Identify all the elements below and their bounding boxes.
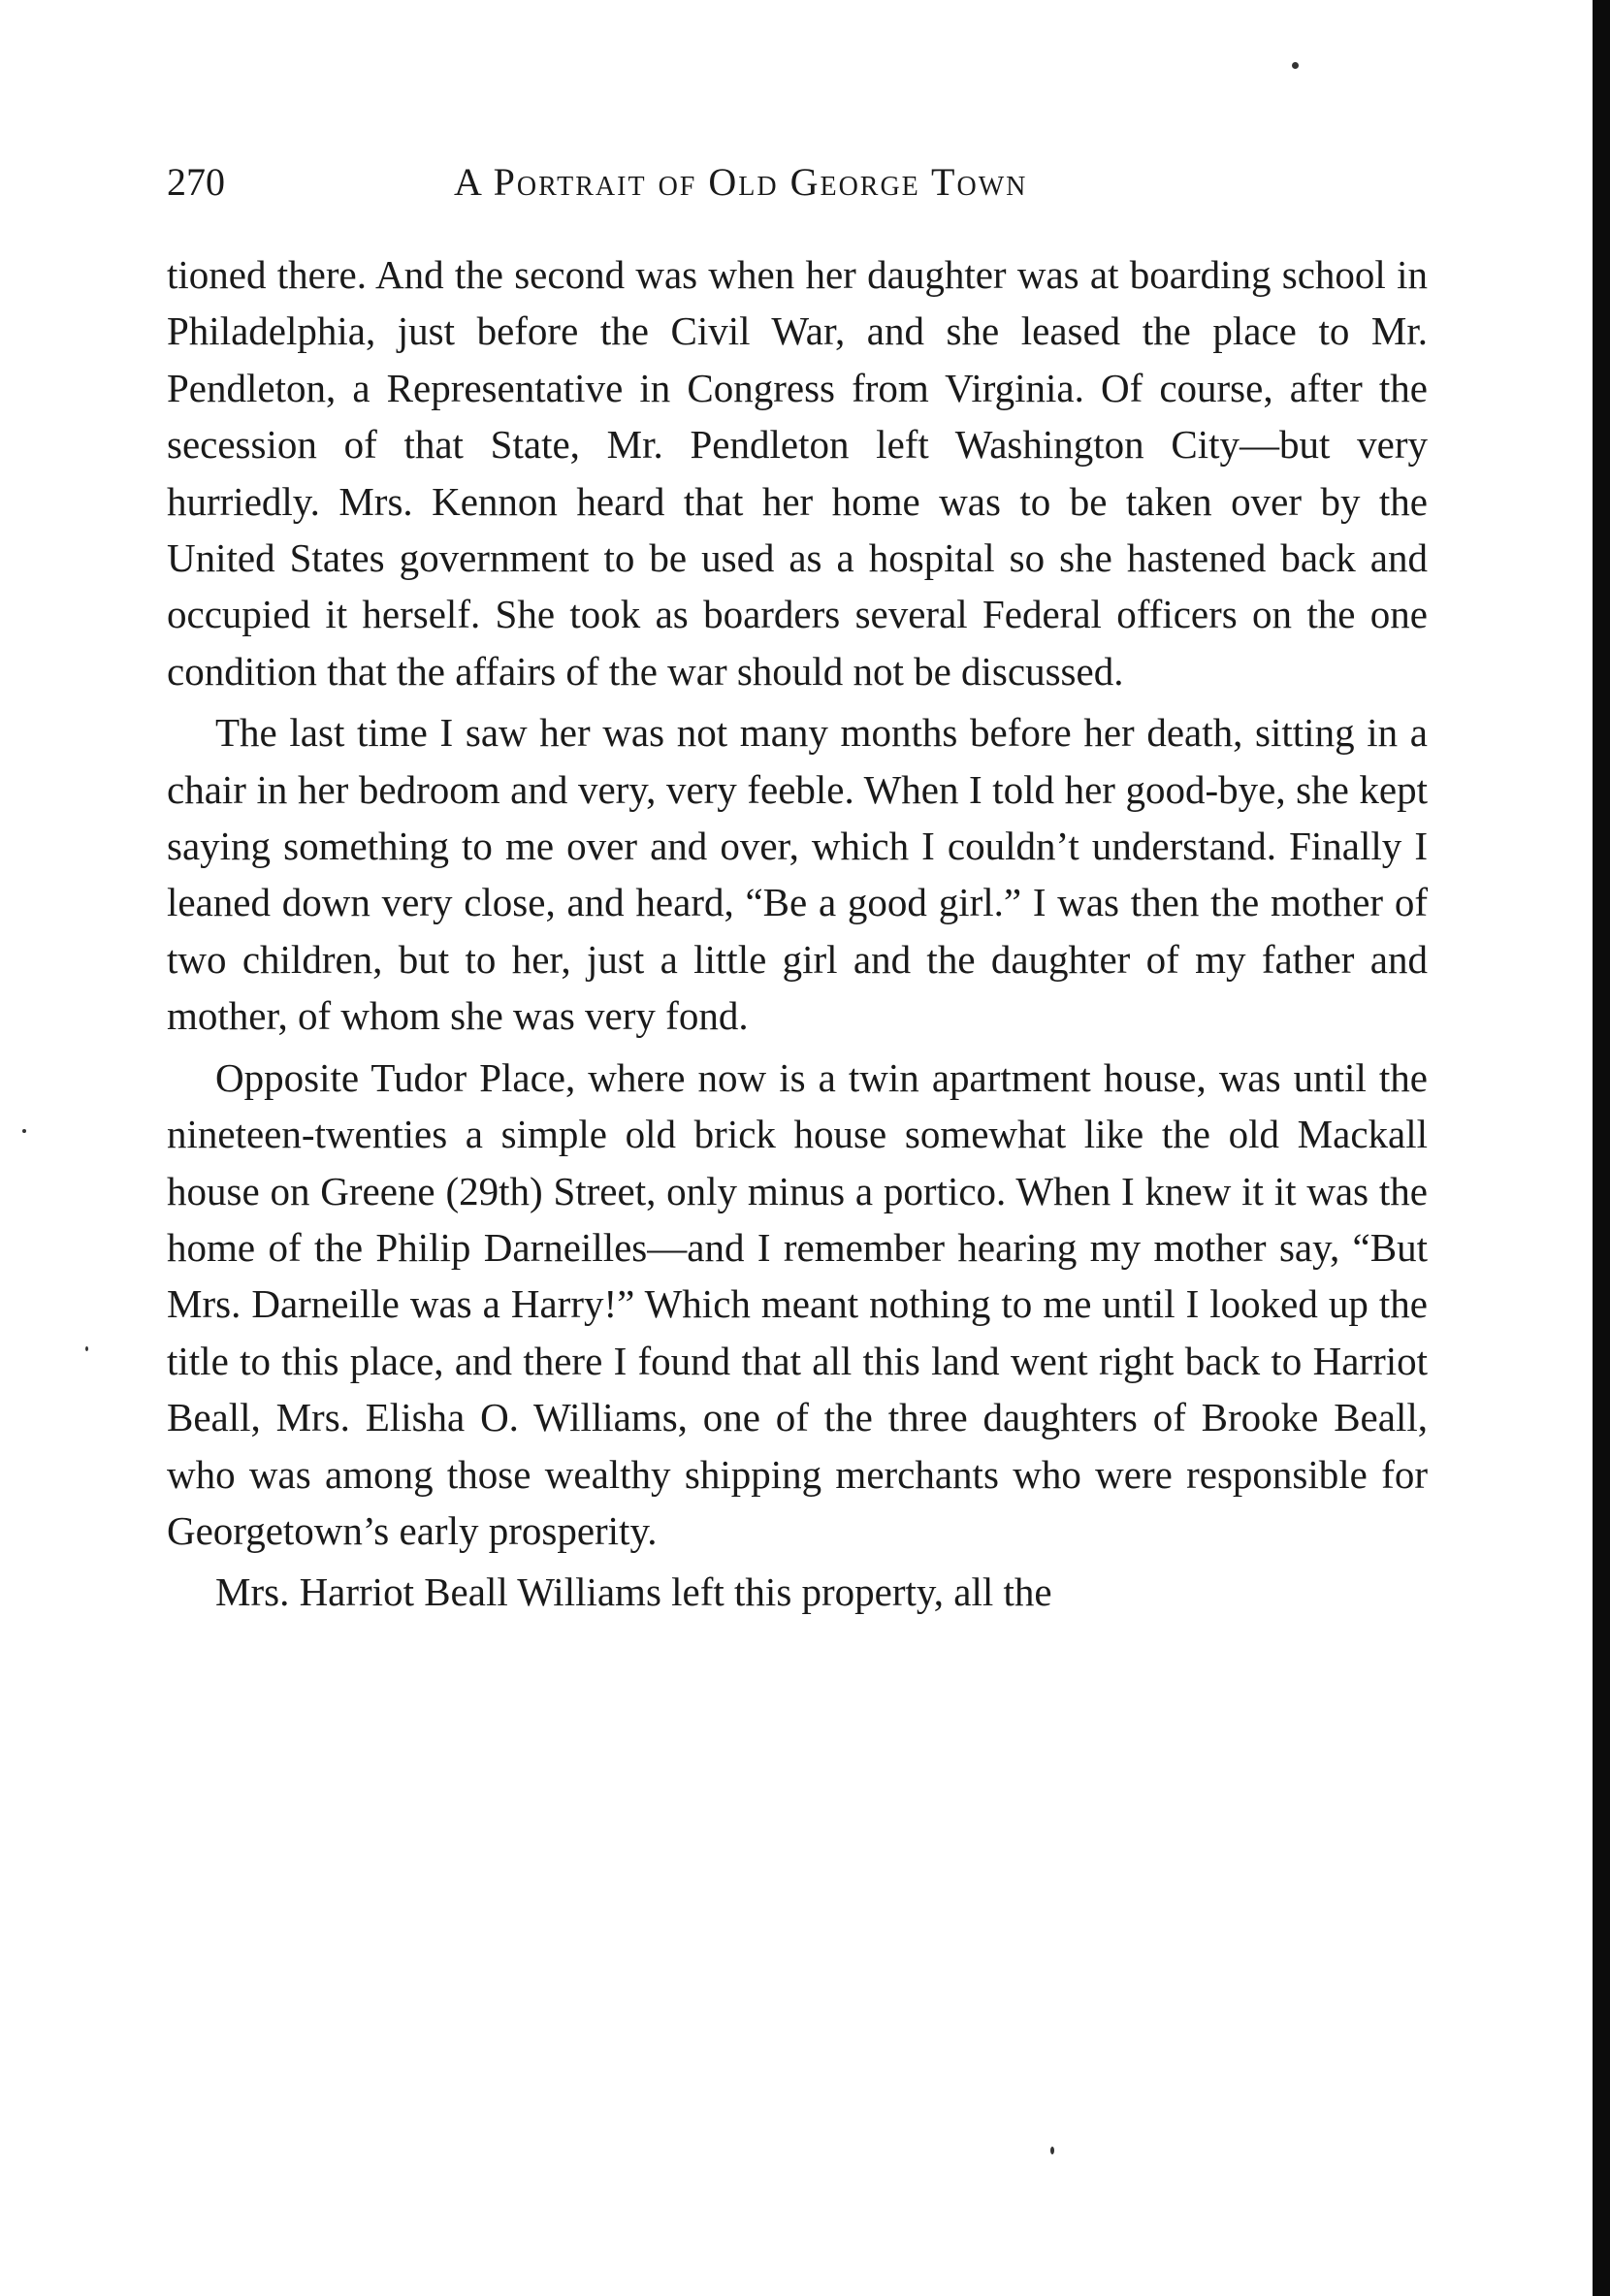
dust-speck	[1292, 62, 1299, 69]
running-head	[167, 153, 1428, 211]
paragraph-1: tioned there. And the second was when her daughter was at boarding school in Philadelphia, just before the Civil War, and she leased the place to Mr. Pendleton, a Representative in Congress from Virginia. Of course, after the secession of that State, Mr. Pendleton left Washington City—but very hurriedly. Mrs. Kennon heard that her home was to be taken over by the United States government to be used as a hospital so she hastened back and occupied it herself. She took as boarders several Federal officers on the one condition that the affairs of the war should not be discussed.	[167, 252, 1428, 694]
paragraph-2: The last time I saw her was not many months before her death, sitting in a chair in her bedroom and very, very feeble. When I told her good-bye, she kept saying something to me over and over, which I couldn’t understand. Finally I leaned down very close, and heard, “Be a good girl.” I was then the mother of two children, but to her, just a little girl and the daughter of my father and mother, of whom she was very fond.	[167, 710, 1428, 1039]
paragraph-4: Mrs. Harriot Beall Williams left this property, all the	[215, 1569, 1052, 1615]
running-title: A Portrait of Old George Town	[454, 160, 1028, 204]
paragraph-3: Opposite Tudor Place, where now is a twin apartment house, was until the nineteen-twenties a simple old brick house somewhat like the old Mackall house on Greene (29th) Street, only minus a portico. When I knew it it was the home of the Philip Darneilles—and I remember hearing my mother say, “But Mrs. Darneille was a Harry!” Which meant nothing to me until I looked up the title to this place, and there I found that all this land went right back to Harriot Beall, Mrs. Elisha O. Williams, one of the three daughters of Brooke Beall, who was among those wealthy shipping merchants who were responsible for Georgetown’s early prosperity.	[167, 1054, 1428, 1553]
dust-speck	[1050, 2147, 1054, 2154]
dust-speck	[85, 1346, 88, 1351]
page-number: 270	[167, 160, 225, 204]
scan-edge-shadow	[1593, 0, 1610, 2296]
body-text	[167, 246, 1428, 1626]
dust-speck	[22, 1129, 26, 1133]
